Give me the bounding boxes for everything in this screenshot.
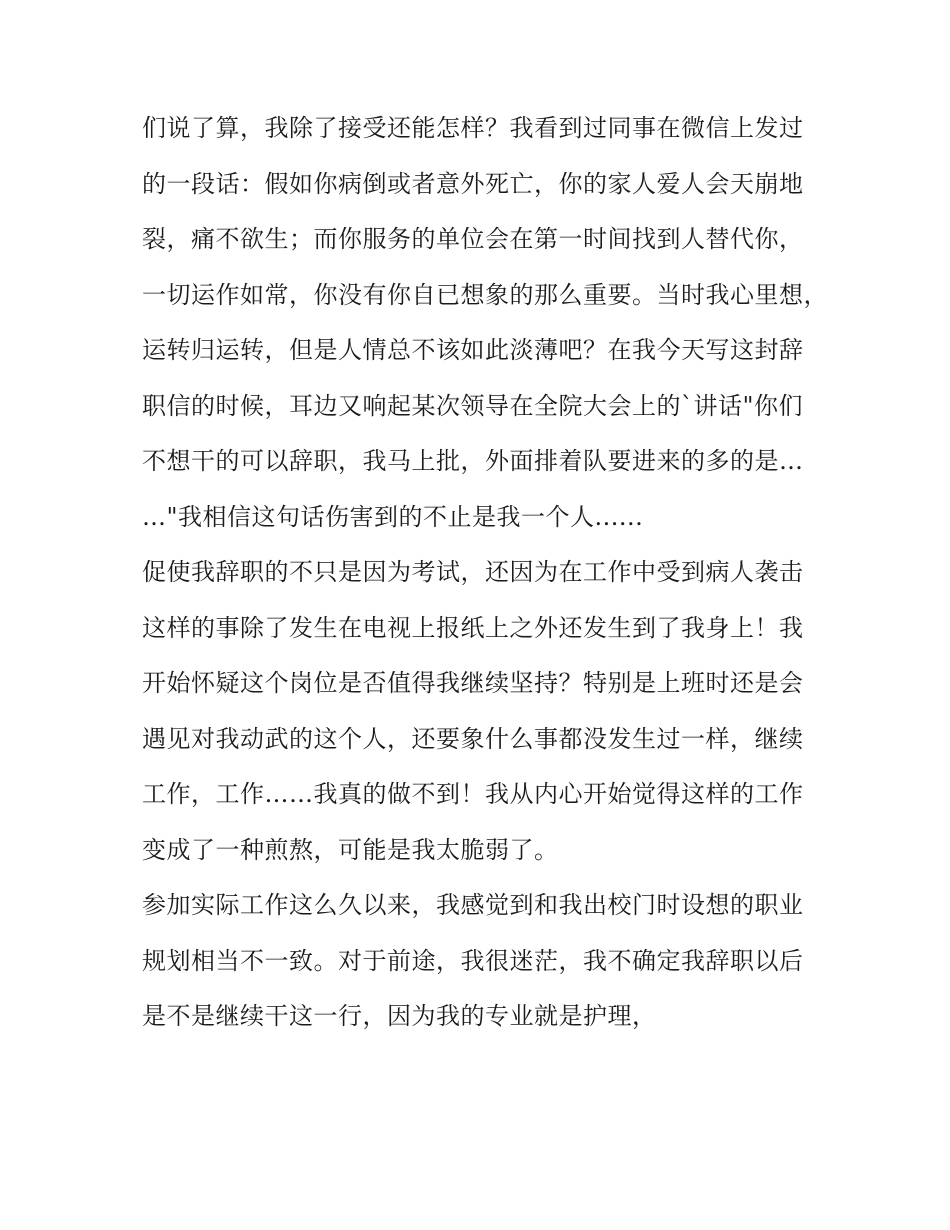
text-line: 参加实际工作这么久以来，我感觉到和我出校门时设想的职业: [142, 891, 804, 919]
text-line: 促使我辞职的不只是因为考试，还因为在工作中受到病人袭击: [142, 558, 804, 586]
text-line: 一切运作如常，你没有你自已想象的那么重要。当时我心里想，: [142, 280, 828, 309]
text-line: 遇见对我动武的这个人，还要象什么事都没发生过一样，继续: [142, 724, 804, 753]
text-line: 变成了一种煎熬，可能是我太脆弱了。: [142, 835, 559, 864]
text-line: 开始怀疑这个岗位是否值得我继续坚持？特别是上班时还是会: [142, 669, 804, 697]
text-line: 这样的事除了发生在电视上报纸上之外还发生到了我身上！我: [142, 613, 804, 642]
body-text: [142, 106, 842, 1050]
text-line: 运转归运转，但是人情总不该如此淡薄吧？在我今天写这封辞: [142, 336, 804, 364]
text-line: …"我相信这句话伤害到的不止是我一个人......: [142, 502, 644, 531]
text-line: 不想干的可以辞职，我马上批，外面排着队要进来的多的是…: [142, 447, 804, 475]
text-line: 规划相当不一致。对于前途，我很迷茫，我不确定我辞职以后: [142, 946, 804, 975]
text-line: 裂，痛不欲生；而你服务的单位会在第一时间找到人替代你，: [142, 225, 804, 253]
text-line: 们说了算，我除了接受还能怎样？我看到过同事在微信上发过: [142, 114, 804, 142]
text-line: 的一段话：假如你病倒或者意外死亡，你的家人爱人会天崩地: [142, 169, 804, 198]
text-line: 工作，工作……我真的做不到！我从内心开始觉得这样的工作: [142, 780, 804, 808]
text-line: 是不是继续干这一行，因为我的专业就是护理，: [142, 1002, 657, 1030]
text-line: 职信的时候，耳边又响起某次领导在全院大会上的`讲话"你们: [142, 391, 804, 420]
